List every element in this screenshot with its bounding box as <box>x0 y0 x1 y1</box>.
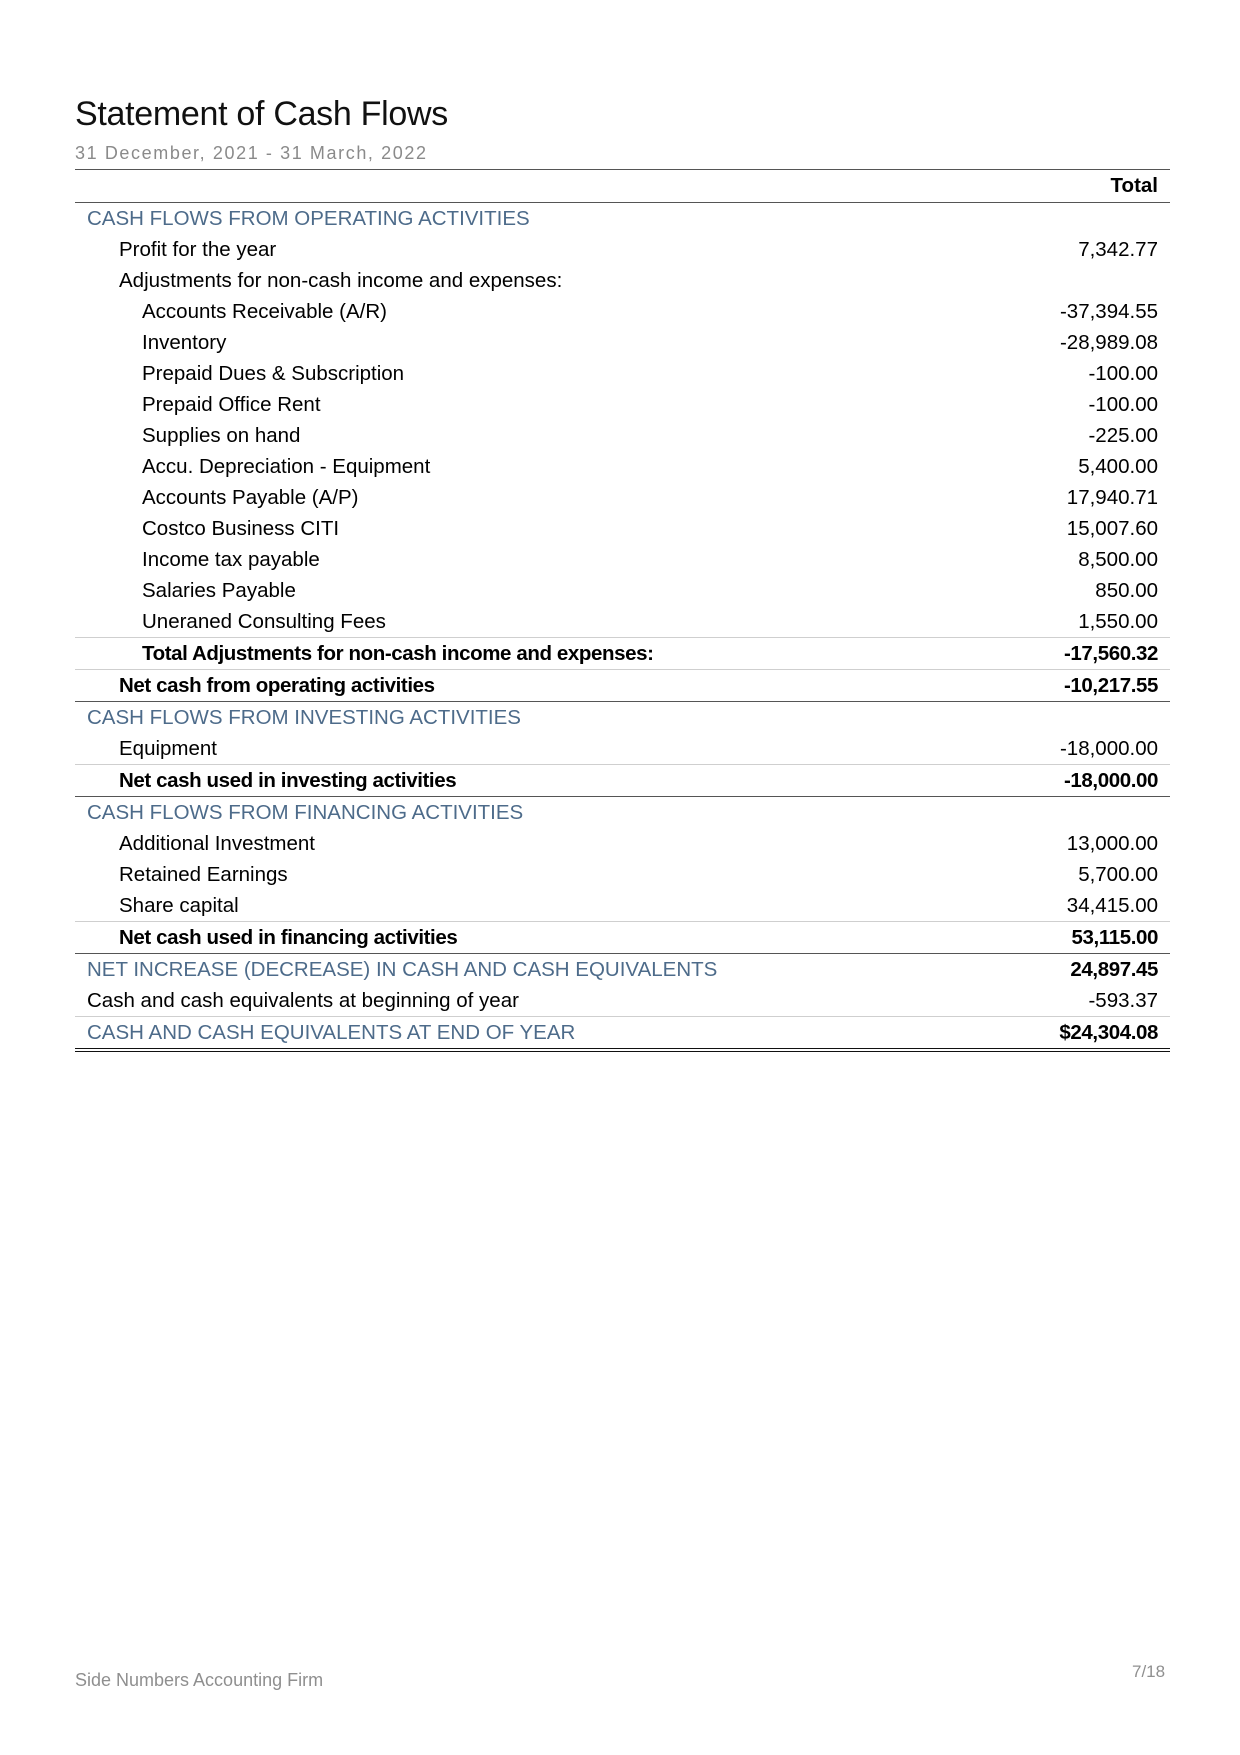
row-value: 7,342.77 <box>1078 237 1158 261</box>
row-label: Profit for the year <box>119 237 277 261</box>
cash-flow-table <box>75 169 1170 1052</box>
row-value: -18,000.00 <box>1059 736 1158 760</box>
table-row <box>75 575 1170 606</box>
net-increase-label: NET INCREASE (DECREASE) IN CASH AND CASH EQUIVALENTS <box>75 954 858 986</box>
table-row <box>75 358 1170 389</box>
row-value: 850.00 <box>1095 578 1158 602</box>
net-investing-value: -18,000.00 <box>858 765 1170 797</box>
net-increase-row <box>75 954 1170 986</box>
row-label: Equipment <box>119 736 218 760</box>
table-row <box>75 859 1170 890</box>
table-row <box>75 389 1170 420</box>
ending-cash-label: CASH AND CASH EQUIVALENTS AT END OF YEAR <box>75 1017 858 1051</box>
report-period: 31 December, 2021 - 31 March, 2022 <box>75 143 428 163</box>
table-row <box>75 513 1170 544</box>
table-row <box>75 234 1170 265</box>
row-label: Costco Business CITI <box>142 516 340 540</box>
table-row <box>75 482 1170 513</box>
row-label: Income tax payable <box>142 547 320 571</box>
net-operating-value: -10,217.55 <box>858 670 1170 702</box>
row-value: -225.00 <box>1088 423 1158 447</box>
header-spacer <box>75 170 858 203</box>
row-value: 5,400.00 <box>1078 454 1158 478</box>
ending-cash-row <box>75 1017 1170 1051</box>
table-row <box>75 606 1170 638</box>
net-investing-label: Net cash used in investing activities <box>75 765 858 797</box>
row-label: Accounts Payable (A/P) <box>142 485 359 509</box>
row-value: -37,394.55 <box>1059 299 1158 323</box>
row-value: 1,550.00 <box>1078 609 1158 633</box>
row-label: Salaries Payable <box>142 578 296 602</box>
row-label: Uneraned Consulting Fees <box>142 609 386 633</box>
table-row <box>75 890 1170 922</box>
row-value: -100.00 <box>1088 392 1158 416</box>
row-value: -28,989.08 <box>1059 330 1158 354</box>
subtotal-row <box>75 638 1170 670</box>
ending-cash-value: $24,304.08 <box>858 1017 1170 1051</box>
footer-firm-name: Side Numbers Accounting Firm <box>75 1670 324 1690</box>
row-value: -100.00 <box>1088 361 1158 385</box>
row-value: 5,700.00 <box>1078 862 1158 886</box>
beginning-cash-value: -593.37 <box>1088 988 1158 1012</box>
table-row <box>75 296 1170 327</box>
row-value: 17,940.71 <box>1066 485 1158 509</box>
table-row <box>75 327 1170 358</box>
financing-heading: CASH FLOWS FROM FINANCING ACTIVITIES <box>75 797 1170 829</box>
total-adjustments-label: Total Adjustments for non-cash income and expenses: <box>75 638 858 670</box>
subtotal-row <box>75 922 1170 954</box>
table-row <box>75 265 1170 296</box>
operating-heading: CASH FLOWS FROM OPERATING ACTIVITIES <box>87 206 530 230</box>
adjustments-label: Adjustments for non-cash income and expenses: <box>119 268 563 292</box>
row-label: Accu. Depreciation - Equipment <box>142 454 431 478</box>
table-row <box>75 733 1170 765</box>
page-title: Statement of Cash Flows <box>75 95 448 133</box>
table-row <box>75 420 1170 451</box>
row-value: 8,500.00 <box>1078 547 1158 571</box>
subtotal-row <box>75 765 1170 797</box>
row-label: Additional Investment <box>119 831 316 855</box>
row-label: Share capital <box>119 893 239 917</box>
beginning-cash-row <box>75 985 1170 1017</box>
table-row <box>75 828 1170 859</box>
row-value: 34,415.00 <box>1066 893 1158 917</box>
beginning-cash-label: Cash and cash equivalents at beginning of year <box>87 988 519 1012</box>
subtotal-row <box>75 670 1170 702</box>
row-label: Prepaid Office Rent <box>142 392 321 416</box>
net-financing-value: 53,115.00 <box>858 922 1170 954</box>
section-heading-row <box>75 702 1170 734</box>
row-label: Supplies on hand <box>142 423 301 447</box>
total-adjustments-value: -17,560.32 <box>858 638 1170 670</box>
row-value: 13,000.00 <box>1066 831 1158 855</box>
net-increase-value: 24,897.45 <box>858 954 1170 986</box>
row-label: Inventory <box>142 330 227 354</box>
table-row <box>75 451 1170 482</box>
page-number: 7/18 <box>1132 1662 1166 1681</box>
section-heading-row <box>75 203 1170 235</box>
row-label: Accounts Receivable (A/R) <box>142 299 387 323</box>
row-label: Retained Earnings <box>119 862 288 886</box>
column-header-total: Total <box>858 170 1170 203</box>
investing-heading: CASH FLOWS FROM INVESTING ACTIVITIES <box>75 702 1170 734</box>
table-header-row <box>75 170 1170 203</box>
row-label: Prepaid Dues & Subscription <box>142 361 405 385</box>
net-operating-label: Net cash from operating activities <box>75 670 858 702</box>
table-row <box>75 544 1170 575</box>
section-heading-row <box>75 797 1170 829</box>
row-value: 15,007.60 <box>1066 516 1158 540</box>
net-financing-label: Net cash used in financing activities <box>75 922 858 954</box>
